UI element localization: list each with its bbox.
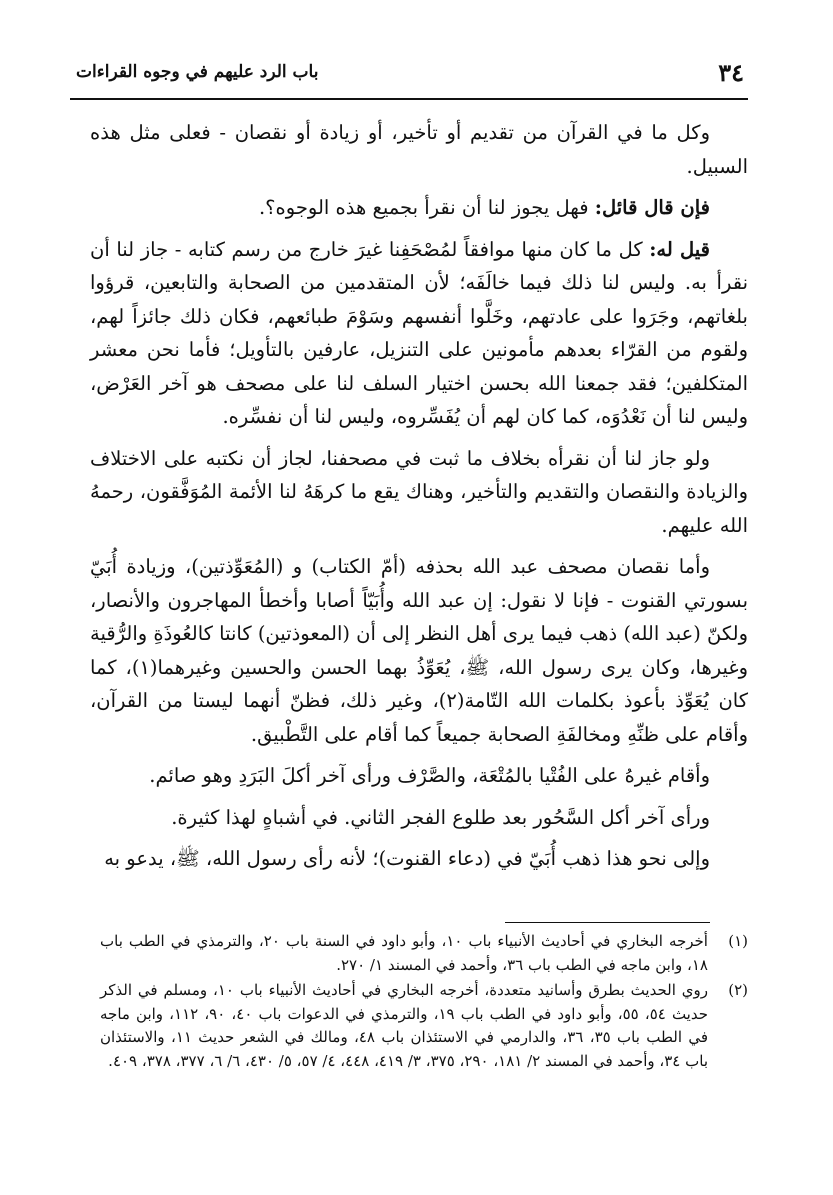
paragraph-text: وأما نقصان مصحف عبد الله بحذفه (أمّ الكتاب) و (المُعَوِّذتين)، وزيادة أُبَيّ بسورتي القنوت - فإنا لا نقول: إن عبد الله وأُبَيّاً أصابا وأخطأ المهاجرون والأنصار، ولكنّ (عبد الله) ذهب فيما يرى أهل النظر إلى أن (المعوذتين) كانتا كالعُوذَةِ والرُّقية وغيرها، وكان يرى رسول الله، ﷺ، يُعَوِّذُ بهما الحسن والحسين وغيرهما(١)، كما كان يُعَوِّذ بأعوذ بكلمات الله التّامة(٢)، وغير ذلك، فظنّ أنهما ليستا من القرآن، وأقام على ظنِّهِ ومخالفَةِ الصحابة جميعاً كما أقام على التَّطْبيق. <box>90 555 749 746</box>
paragraph-text: ولو جاز لنا أن نقرأه بخلاف ما ثبت في مصحفنا، لجاز أن نكتبه على الاختلاف والزيادة والنقصان والتقديم والتأخير، وهناك يقع ما كرهَهُ لنا الأئمة المُوَفَّقون، رحمهُ الله عليهم. <box>90 446 748 537</box>
paragraph-text: فهل يجوز لنا أن نقرأ بجميع هذه الوجوه؟. <box>258 196 595 219</box>
footnote-text: روي الحديث بطرق وأسانيد متعددة، أخرجه البخاري في أحاديث الأنبياء باب ١٠، ومسلم في الذكر حديث ٥٤، ٥٥، وأبو داود في الطب باب ١٩، والترمذي في الدعوات باب ٤٠، ٩٠، ١١٢، وابن ماجه في الطب باب ٣٥، ٣٦، والدارمي في الاستئذان باب ٤٨، ومالك في الشعر حديث ١١، والاستئذان باب ٣٤، وأحمد في المسند ٢/ ١٨١، ٢٩٠، ٣٧٥، ٣/ ٤١٩، ٤٤٨، ٤/ ٥٧، ٥/ ٤٣٠، ٦/ ٦، ٣٧٧، ٣٧٨، ٤٠٩. <box>100 981 708 1070</box>
paragraph <box>90 442 748 543</box>
footnote-text: أخرجه البخاري في أحاديث الأنبياء باب ١٠، وأبو داود في السنة باب ٢٠، والترمذي في الطب باب ١٨، وابن ماجه في الطب باب ٣٦، وأحمد في المسند ١/ ٢٧٠. <box>100 932 708 974</box>
main-text <box>90 116 748 884</box>
footnote-divider <box>505 922 710 923</box>
footnote <box>100 930 748 977</box>
paragraph-text: كل ما كان منها موافقاً لمُصْحَفِنا غيرَ خارج من رسم كتابه - جاز لنا أن نقرأ به. وليس لنا ذلك فيما خالَفَه؛ لأن المتقدمين من الصحابة والتابعين، قرؤوا بلغاتهم، وجَرَوا على عادتهم، وخَلَّوا أنفسهم وسَوْمَ طبائعهم، فكان ذلك جائزاً لهم، ولقوم من القرّاء بعدهم مأمونين على التنزيل، عارفين بالتأويل؛ فأما نحن معشر المتكلفين؛ فقد جمعنا الله بحسن اختيار السلف لنا على مصحف هو آخر العَرْض، وليس لنا أن نَعْدُوَه، كما كان لهم أن يُفَسِّروه، وليس لنا أن نفسِّره. <box>90 237 748 428</box>
paragraph-text: ورأى آخر أكل السَّحُور بعد طلوع الفجر الثاني. في أشباهٍ لهذا كثيرة. <box>171 805 710 829</box>
footnote-number: (١) <box>728 932 748 950</box>
paragraph-text: وأقام غيرهُ على الفُتْيا بالمُتْعَة، والصَّرْف ورأى آخر أكلَ البَرَدِ وهو صائم. <box>149 764 710 787</box>
footnote-number: (٢) <box>728 981 748 999</box>
paragraph <box>90 233 748 434</box>
paragraph <box>90 550 748 751</box>
paragraph-lead: قيل له: <box>649 237 711 261</box>
paragraph <box>90 116 748 183</box>
page-number: ٣٤ <box>718 58 744 87</box>
paragraph <box>90 801 748 835</box>
running-header <box>70 50 748 100</box>
footnotes <box>100 930 748 1075</box>
paragraph-lead: فإن قال قائل: <box>594 196 710 219</box>
paragraph <box>90 842 748 876</box>
paragraph <box>90 191 748 225</box>
paragraph <box>90 759 748 793</box>
footnote <box>100 979 748 1073</box>
running-title: باب الرد عليهم في وجوه القراءات <box>76 62 319 82</box>
paragraph-text: وكل ما في القرآن من تقديم أو تأخير، أو زيادة أو نقصان - فعلى مثل هذه السبيل. <box>90 121 748 178</box>
paragraph-text: وإلى نحو هذا ذهب أُبَيّ في (دعاء القنوت)؛ لأنه رأى رسول الله، ﷺ، يدعو به <box>104 847 710 870</box>
